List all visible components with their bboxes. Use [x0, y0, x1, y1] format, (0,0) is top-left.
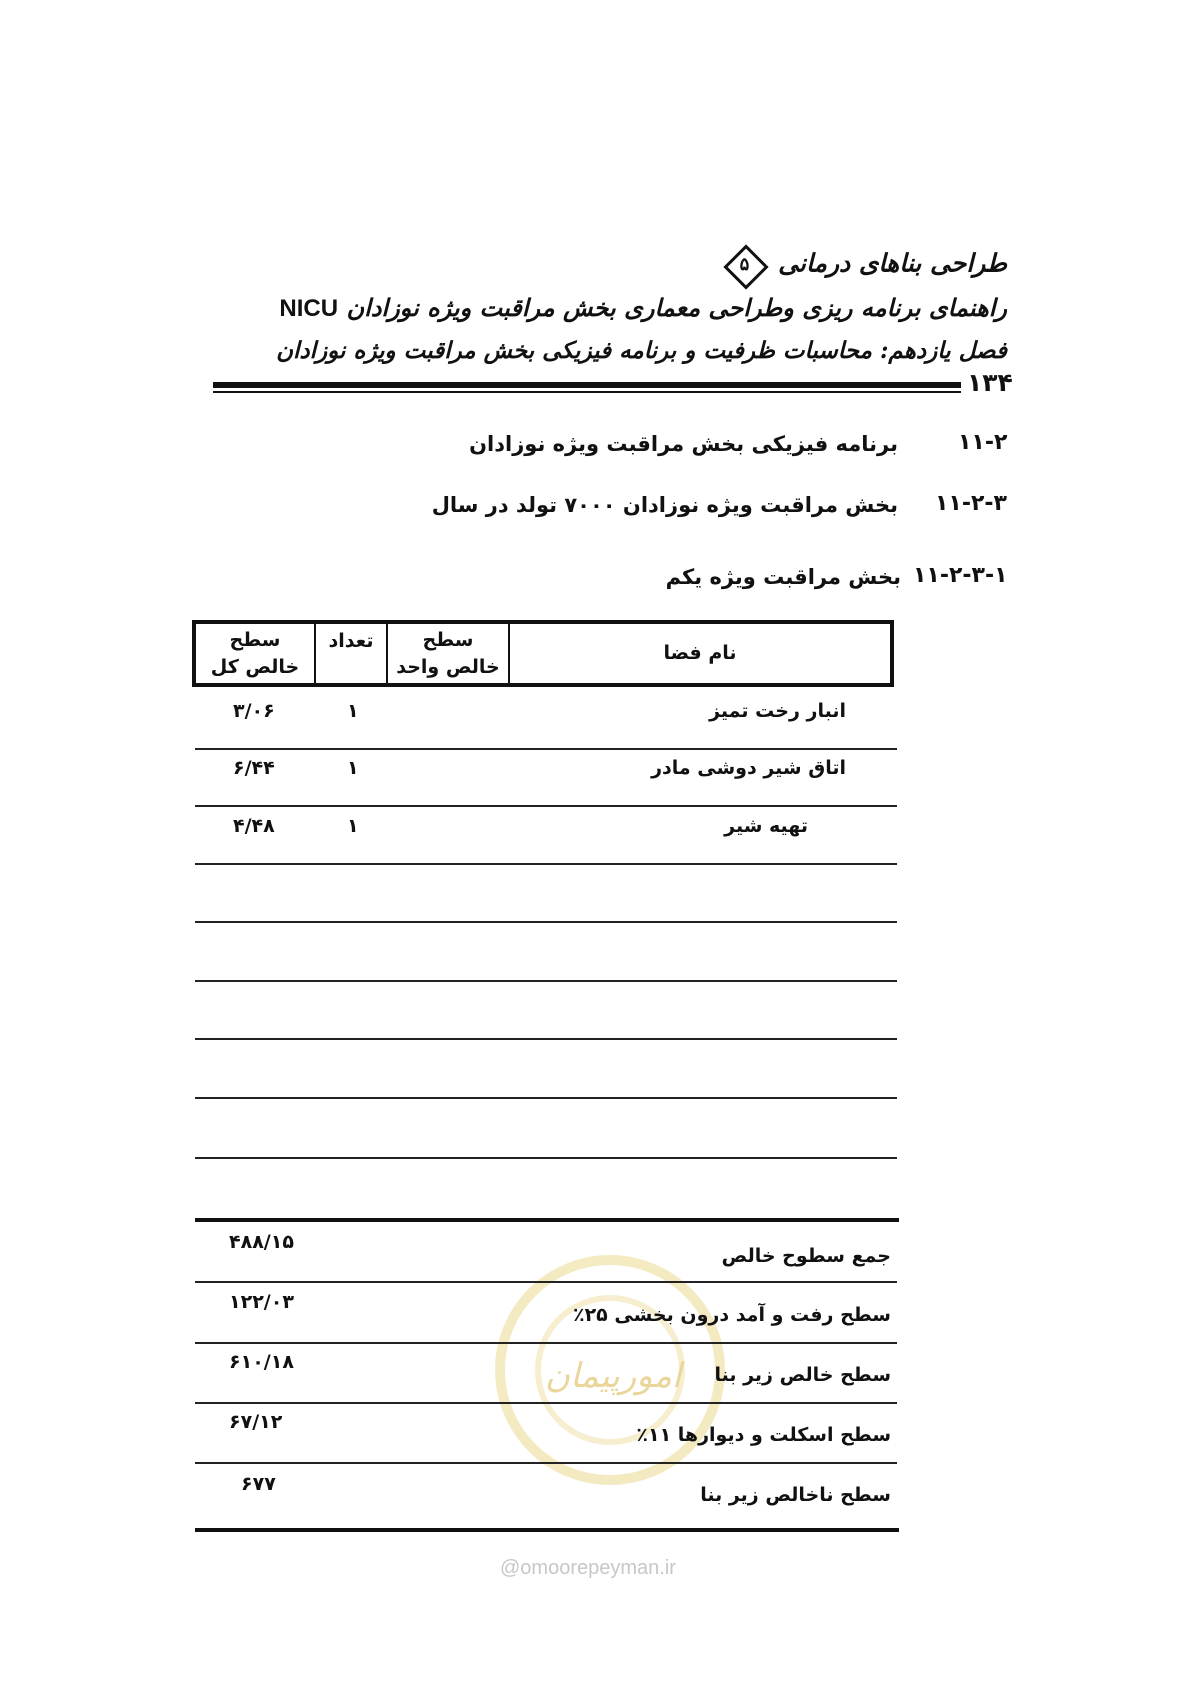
header-space-name: نام فضا: [663, 642, 737, 664]
header-count: تعداد: [328, 630, 374, 652]
row-divider: [195, 1157, 897, 1159]
row-total: ۴/۴۸: [233, 815, 275, 837]
summary-value: ۶۷/۱۲: [229, 1411, 283, 1433]
header-unit-area: سطح خالص واحد: [396, 629, 500, 678]
header-rule-thick: [213, 382, 961, 388]
row-divider: [195, 748, 897, 750]
section-title-2: بخش مراقبت ویژه نوزادان ۷۰۰۰ تولد در سال: [431, 493, 898, 517]
summary-label: سطح خالص زیر بنا: [714, 1364, 891, 1386]
summary-value: ۶۷۷: [241, 1473, 276, 1495]
row-divider: [195, 1402, 897, 1404]
guide-abbrev: NICU: [279, 295, 339, 322]
guide-title: راهنمای برنامه ریزی وطراحی معماری بخش مراقبت ویژه نوزادان NICU: [279, 293, 1007, 322]
section-title-3: بخش مراقبت ویژه یکم: [665, 565, 901, 589]
header-rule-thin: [213, 391, 961, 393]
chapter-title: فصل یازدهم: محاسبات ظرفیت و برنامه فیزیکی بخش مراقبت ویژه نوزادان: [276, 337, 1007, 364]
row-divider: [195, 921, 897, 923]
table-header: [192, 620, 894, 687]
row-count: ۱: [347, 815, 359, 837]
summary-top-rule: [195, 1218, 899, 1222]
section-title-1: برنامه فیزیکی بخش مراقبت ویژه نوزادان: [469, 432, 898, 456]
summary-label: سطح رفت و آمد درون بخشی ۲۵٪: [572, 1304, 891, 1326]
row-name: تهیه شیر: [724, 815, 808, 837]
row-divider: [195, 1281, 897, 1283]
summary-value: ۴۸۸/۱۵: [229, 1231, 294, 1253]
summary-label: سطح اسکلت و دیوارها ۱۱٪: [636, 1424, 891, 1446]
summary-label: سطح ناخالص زیر بنا: [700, 1484, 891, 1506]
summary-value: ۶۱۰/۱۸: [229, 1351, 294, 1373]
row-divider: [195, 980, 897, 982]
summary-bottom-rule: [195, 1528, 899, 1532]
header-total-area: سطح خالص کل: [210, 629, 300, 678]
section-number-3: ۱۱-۲-۳-۱: [913, 563, 1008, 588]
row-total: ۳/۰۶: [233, 700, 275, 722]
chapter-badge-number: ۵: [739, 254, 750, 275]
row-divider: [195, 863, 897, 865]
section-number-2: ۱۱-۲-۳: [935, 491, 1007, 516]
watermark-site: @omoorepeyman.ir: [500, 1557, 676, 1579]
row-divider: [195, 1342, 897, 1344]
summary-label: جمع سطوح خالص: [721, 1245, 891, 1267]
row-count: ۱: [347, 700, 359, 722]
watermark-text: امورپیمان: [545, 1356, 682, 1396]
row-total: ۶/۴۴: [233, 757, 275, 779]
row-divider: [195, 805, 897, 807]
row-count: ۱: [347, 757, 359, 779]
page-number: ۱۳۴: [967, 368, 1013, 397]
row-divider: [195, 1462, 897, 1464]
row-divider: [195, 1097, 897, 1099]
book-title: طراحی بناهای درمانی ۵: [725, 246, 1007, 284]
row-name: انبار رخت تمیز: [709, 700, 846, 722]
row-name: اتاق شیر دوشی مادر: [651, 757, 846, 779]
summary-value: ۱۲۲/۰۳: [229, 1291, 294, 1313]
chapter-badge: [725, 246, 763, 284]
row-divider: [195, 1038, 897, 1040]
section-number-1: ۱۱-۲: [958, 430, 1008, 455]
